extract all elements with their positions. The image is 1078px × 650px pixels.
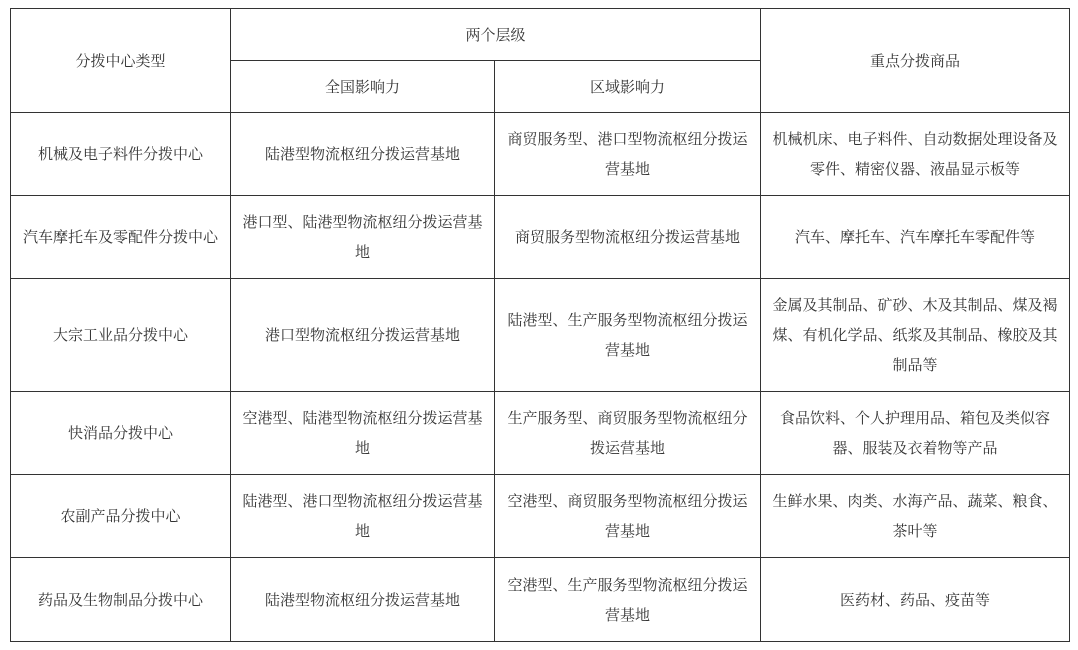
table-row <box>11 558 1070 642</box>
table-row <box>11 392 1070 475</box>
cell-goods: 汽车、摩托车、汽车摩托车零配件等 <box>761 196 1070 279</box>
cell-national: 空港型、陆港型物流枢纽分拨运营基地 <box>231 392 495 475</box>
distribution-center-table <box>10 8 1070 642</box>
cell-national: 港口型物流枢纽分拨运营基地 <box>231 279 495 392</box>
cell-national: 港口型、陆港型物流枢纽分拨运营基地 <box>231 196 495 279</box>
cell-type: 机械及电子料件分拨中心 <box>11 113 231 196</box>
header-national: 全国影响力 <box>231 61 495 113</box>
header-goods: 重点分拨商品 <box>761 9 1070 113</box>
cell-type: 农副产品分拨中心 <box>11 475 231 558</box>
header-regional: 区域影响力 <box>495 61 761 113</box>
cell-regional: 商贸服务型、港口型物流枢纽分拨运营基地 <box>495 113 761 196</box>
cell-type: 药品及生物制品分拨中心 <box>11 558 231 642</box>
cell-goods: 食品饮料、个人护理用品、箱包及类似容器、服装及衣着物等产品 <box>761 392 1070 475</box>
cell-national: 陆港型物流枢纽分拨运营基地 <box>231 113 495 196</box>
cell-type: 大宗工业品分拨中心 <box>11 279 231 392</box>
cell-goods: 医药材、药品、疫苗等 <box>761 558 1070 642</box>
cell-type: 快消品分拨中心 <box>11 392 231 475</box>
cell-goods: 生鲜水果、肉类、水海产品、蔬菜、粮食、茶叶等 <box>761 475 1070 558</box>
cell-goods: 金属及其制品、矿砂、木及其制品、煤及褐煤、有机化学品、纸浆及其制品、橡胶及其制品等 <box>761 279 1070 392</box>
table-row <box>11 196 1070 279</box>
cell-national: 陆港型物流枢纽分拨运营基地 <box>231 558 495 642</box>
table-row <box>11 475 1070 558</box>
cell-regional: 陆港型、生产服务型物流枢纽分拨运营基地 <box>495 279 761 392</box>
cell-regional: 商贸服务型物流枢纽分拨运营基地 <box>495 196 761 279</box>
table-row <box>11 279 1070 392</box>
table-row <box>11 113 1070 196</box>
cell-regional: 生产服务型、商贸服务型物流枢纽分拨运营基地 <box>495 392 761 475</box>
cell-regional: 空港型、生产服务型物流枢纽分拨运营基地 <box>495 558 761 642</box>
cell-national: 陆港型、港口型物流枢纽分拨运营基地 <box>231 475 495 558</box>
header-levels: 两个层级 <box>231 9 761 61</box>
header-row-top <box>11 9 1070 61</box>
cell-regional: 空港型、商贸服务型物流枢纽分拨运营基地 <box>495 475 761 558</box>
cell-goods: 机械机床、电子料件、自动数据处理设备及零件、精密仪器、液晶显示板等 <box>761 113 1070 196</box>
cell-type: 汽车摩托车及零配件分拨中心 <box>11 196 231 279</box>
header-type: 分拨中心类型 <box>11 9 231 113</box>
